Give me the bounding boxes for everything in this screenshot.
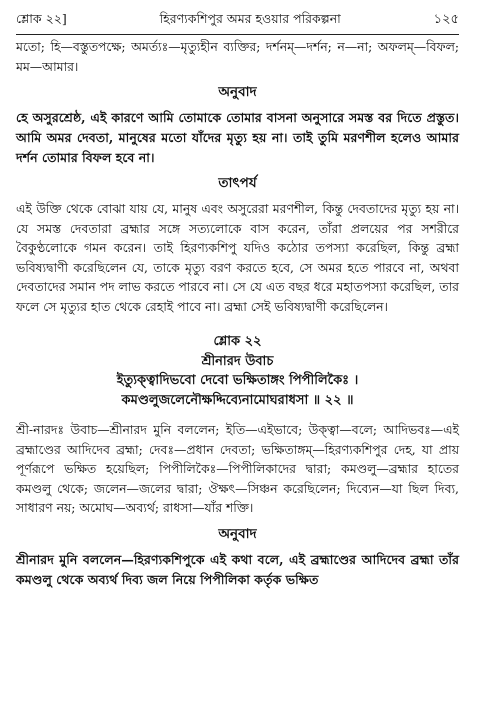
- verse-line-2: কমণ্ডলুজলেনৌক্ষদ্দিব্যেনামোঘরাধসা ॥ ২২ ॥: [121, 392, 354, 408]
- purport-heading: তাৎপর্য: [218, 175, 257, 192]
- synonyms-continuation: মতো; হি—বস্তুতপক্ষে; অমর্ত্যঃ—মৃত্যুহীন ব্যক্তির; দর্শনম্—দর্শন; ন—না; অফলম্—বিফল; মম—আমার।: [16, 39, 459, 74]
- translation-text-2: শ্রীনারদ মুনি বললেন—হিরণ্যকশিপুকে এই কথা বলে, এই ব্রহ্মাণ্ডের আদিদেব ব্রহ্মা তাঁর কমণ্ডলু থেকে অব্যর্থ দিব্য জল নিয়ে পিপীলিকা কর্তৃক ভক্ষিত: [16, 551, 459, 587]
- translation-text: হে অসুরশ্রেষ্ঠ, এই কারণে আমি তোমাকে তোমার বাসনা অনুসারে সমস্ত বর দিতে প্রস্তুত। আমি অমর দেবতা, মানুষের মতো যাঁদের মৃত্যু হয় না। তাই তুমি মরণশীল হলেও আমার দর্শন তোমার বিফল হবে না।: [16, 110, 459, 165]
- purport-text: এই উক্তি থেকে বোঝা যায় যে, মানুষ এবং অসুরেরা মরণশীল, কিন্তু দেবতাদের মৃত্যু হয় না। যে সমস্ত দেবতারা ব্রহ্মার সঙ্গে সত্যলোকে বাস করেন, তাঁরা প্রলয়ের পর সশরীরে বৈকুণ্ঠলোকে গমন করেন। তাই হিরণ্যকশিপু যদিও কঠোর তপস্যা করেছিল, কিন্তু ব্রহ্মা ভবিষ্যদ্বাণী করেছিলেন যে, তাকে মৃত্যু বরণ করতে হবে, সে অমর হতে পারবে না, অথবা দেবতাদের সমান পদ লাভ করতে পারবে না। সে যে এত বছর ধরে মহাতপস্যা করেছিল, তার ফলে সে মৃত্যুর হাত থেকে রেহাই পাবে না। ব্রহ্মা সেই ভবিষ্যদ্বাণী করেছিলেন।: [16, 201, 459, 314]
- translation-heading-2: অনুবাদ: [218, 525, 257, 542]
- running-header: [16, 0, 459, 31]
- header-rule: [16, 34, 459, 35]
- translation-heading: অনুবাদ: [218, 84, 257, 100]
- word-meanings: শ্রী-নারদঃ উবাচ—শ্রীনারদ মুনি বললেন; ইতি—এইভাবে; উক্ত্বা—বলে; আদিভবঃ—এই ব্রহ্মাণ্ডের আদিদেব ব্রহ্মা; দেবঃ—প্রধান দেবতা; ভক্ষিতাঙ্গম্—হিরণ্যকশিপুর দেহ, যা প্রায় পূর্ণরূপে ভক্ষিত হয়েছিল; পিপীলিকৈঃ—পিপীলিকাদের দ্বারা; কমণ্ডলু—ব্রহ্মার হাতের কমণ্ডলু থেকে; জলেন—জলের দ্বারা; ঔক্ষৎ—সিঞ্চন করেছিলেন; দিব্যেন—যা ছিল দিব্য, সাধারণ নয়; অমোঘ—অব্যর্থ; রাধসা—যাঁর শক্তি।: [16, 422, 459, 516]
- verse-line-1: ইত্যুক্ত্বাদিভবো দেবো ভক্ষিতাঙ্গং পিপীলিকৈঃ ।: [116, 373, 359, 389]
- verse-speaker: শ্রীনারদ উবাচ: [201, 353, 274, 369]
- verse-number: শ্লোক ২২: [213, 334, 262, 350]
- page-number: ১২৫: [433, 12, 459, 27]
- header-verse-ref: শ্লোক ২২]: [16, 11, 67, 26]
- header-chapter-title: হিরণ্যকশিপুর অমর হওয়ার পরিকল্পনা: [159, 11, 341, 26]
